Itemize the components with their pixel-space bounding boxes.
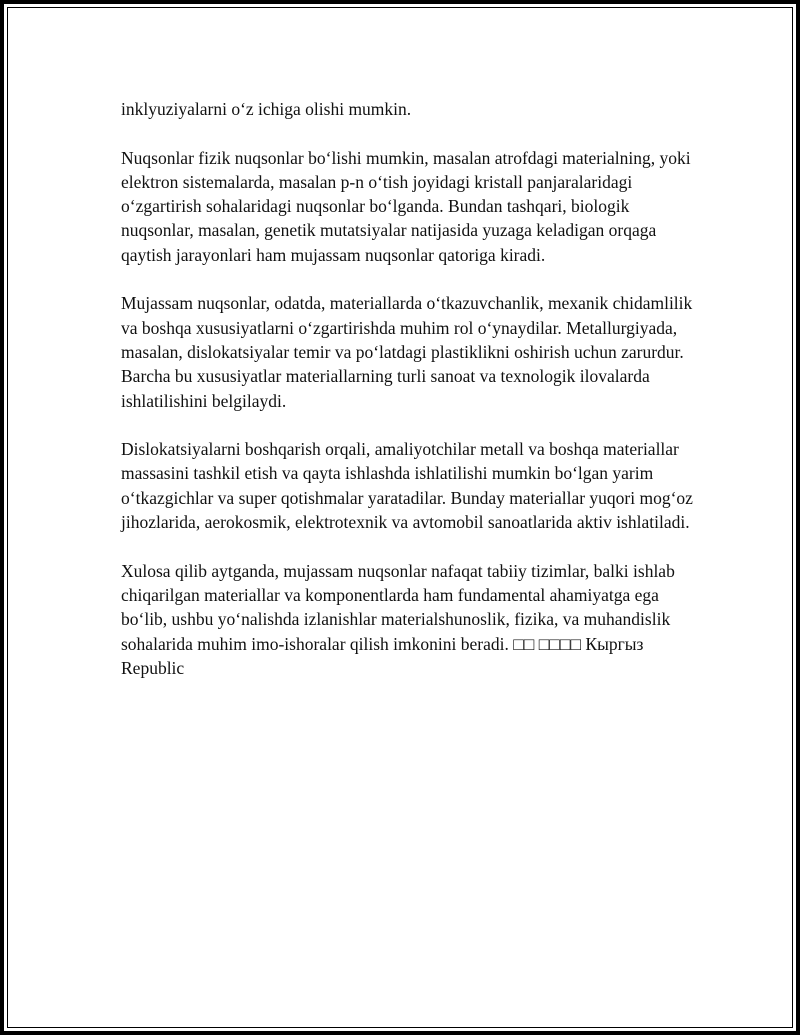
paragraph-3: Mujassam nuqsonlar, odatda, materiallarda oʻtkazuvchanlik, mexanik chidamlilik va boshqa xususiyatlarni oʻzgartirishda muhim rol oʻynaydilar. Metallurgiyada, masalan, dislokatsiyalar temir va poʻlatdagi plastiklikni oshirish uchun zarurdur. Barcha bu xususiyatlar materiallarning turli sanoat va texnologik ilovalarda ishlatilishini belgilaydi. bbox=[121, 293, 693, 411]
paragraph-4: Dislokatsiyalarni boshqarish orqali, amaliyotchilar metall va boshqa materiallar massasini tashkil etish va qayta ishlashda ishlatilishi mumkin boʻlgan yarim oʻtkazgichlar va super qotishmalar yaratadilar. Bunday materiallar yuqori mogʻoz jihozlarida, aerokosmik, elektrotexnik va avtomobil sanoatlarida aktiv ishlatiladi. bbox=[121, 439, 693, 533]
paragraph-2: Nuqsonlar fizik nuqsonlar boʻlishi mumkin, masalan atrofdagi materialning, yoki elektron sistemalarda, masalan p-n oʻtish joyidagi kristall panjaralaridagi oʻzgartirish sohalaridagi nuqsonlar boʻlganda. Bundan tashqari, biologik nuqsonlar, masalan, genetik mutatsiyalar natijasida yuzaga keladigan orqaga qaytish jarayonlari ham mujassam nuqsonlar qatoriga kiradi. bbox=[121, 147, 691, 265]
paragraph-1: inklyuziyalarni oʻz ichiga olishi mumkin. bbox=[121, 99, 412, 119]
document-body bbox=[121, 97, 696, 704]
paragraph-5: Xulosa qilib aytganda, mujassam nuqsonlar nafaqat tabiiy tizimlar, balki ishlab chiqarilgan materiallar va komponentlarda ham fundamental ahamiyatga ega boʻlib, ushbu yoʻnalishda izlanishlar materialshunoslik, fizika, va muhandislik sohalarida muhim imo-ishoralar qilish imkonini beradi. □□ □□□□ Кыргыз Republic bbox=[121, 560, 675, 678]
